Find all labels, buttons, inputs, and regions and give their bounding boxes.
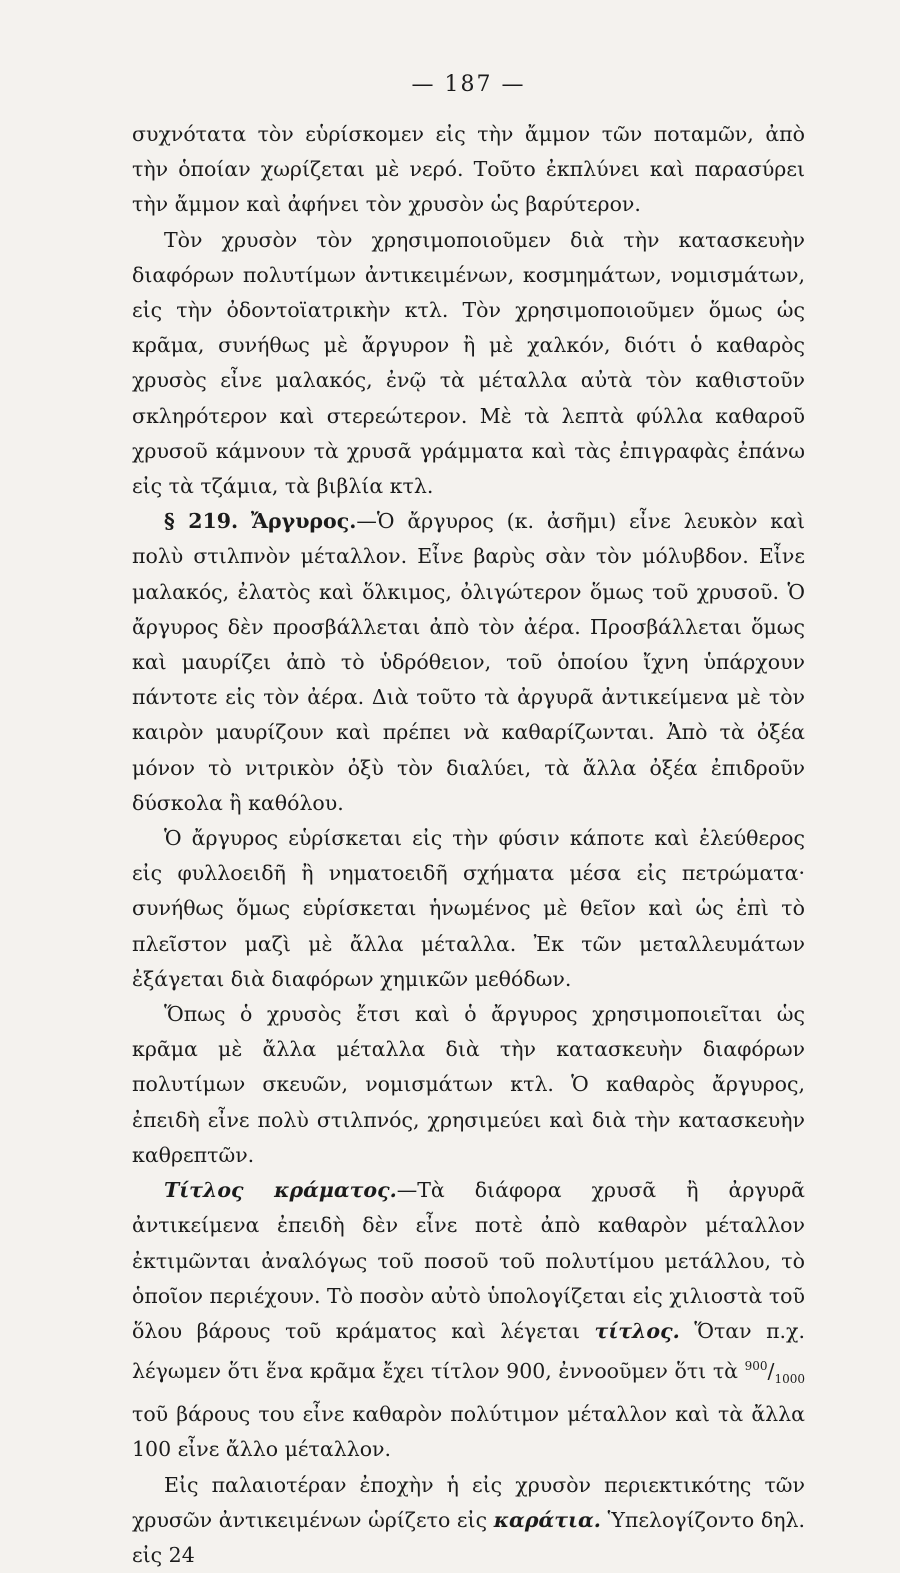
- paragraph-6: Τίτλος κράματος.—Τὰ διάφορα χρυσᾶ ἢ ἀργυρᾶ ἀντικείμενα ἐπειδὴ δὲν εἶνε ποτὲ ἀπὸ καθαρὸν μέταλλον ἐκτιμῶνται ἀναλόγως τοῦ ποσοῦ τοῦ πολυτίμου μετάλλου, τὸ ὁποῖον περιέχουν. Τὸ ποσὸν αὐτὸ ὑπολογίζεται εἰς χιλιοστὰ τοῦ ὅλου βάρους τοῦ κράματος καὶ λέγεται τίτλος. Ὅταν π.χ. λέγωμεν ὅτι ἕνα κρᾶμα ἔχει τίτλον 900, ἐννοοῦμεν ὅτι τὰ $^{900}/_{1000}$ τοῦ βάρους του εἶνε καθαρὸν πολύτιμον μέταλλον καὶ τὰ ἄλλα 100 εἶνε ἄλλο μέταλλον.: [132, 1178, 805, 1462]
- paragraph-1: συχνότατα τὸν εὑρίσκομεν εἰς τὴν ἄμμον τῶν ποταμῶν, ἀπὸ τὴν ὁποίαν χωρίζεται μὲ νερό. Τοῦτο ἐκπλύνει καὶ παρασύρει τὴν ἄμμον καὶ ἀφήνει τὸν χρυσὸν ὡς βαρύτερον.: [132, 122, 805, 217]
- term-karatia: καράτια.: [493, 1507, 601, 1532]
- paragraph-7: [132, 1468, 805, 1573]
- paragraph-3: [132, 504, 805, 821]
- paragraph-5: Ὅπως ὁ χρυσὸς ἔτσι καὶ ὁ ἄργυρος χρησιμοποιεῖται ὡς κρᾶμα μὲ ἄλλα μέταλλα διὰ τὴν κατασκευὴν διαφόρων πολυτίμων σκευῶν, νομισμάτων κτλ. Ὁ καθαρὸς ἄργυρος, ἐπειδὴ εἶνε πολὺ στιλπνός, χρησιμεύει καὶ διὰ τὴν κατασκευὴν καθρεπτῶν.: [132, 1002, 805, 1167]
- paragraph-2: Τὸν χρυσὸν τὸν χρησιμοποιοῦμεν διὰ τὴν κατασκευὴν διαφόρων πολυτίμων ἀντικειμένων, κοσμημάτων, νομισμάτων, εἰς τὴν ὀδοντοϊατρικὴν κτλ. Τὸν χρησιμοποιοῦμεν ὅμως ὡς κρᾶμα, συνήθως μὲ ἄργυρον ἢ μὲ χαλκόν, διότι ὁ καθαρὸς χρυσὸς εἶνε μαλακός, ἐνῷ τὰ μέταλλα αὐτὰ τὸν καθιστοῦν σκληρότερον καὶ στερεώτερον. Μὲ τὰ λεπτὰ φύλλα καθαροῦ χρυσοῦ κάμνουν τὰ χρυσᾶ γράμματα καὶ τὰς ἐπιγραφὰς ἐπάνω εἰς τὰ τζάμια, τὰ βιβλία κτλ.: [132, 227, 805, 499]
- body-text: [132, 117, 805, 1573]
- paragraph-6-text-c: τοῦ βάρους του εἶνε καθαρὸν πολύτιμον μέταλλον καὶ τὰ ἄλλα 100 εἶνε ἄλλο μέταλλον.: [132, 1402, 805, 1462]
- fraction-numerator: 900: [744, 1359, 768, 1374]
- section-heading-argyros: Ἄργυρος.: [250, 509, 357, 534]
- page-number: — 187 —: [411, 72, 526, 97]
- paragraph-6-text-a: —Τὰ διάφορα χρυσᾶ ἢ ἀργυρᾶ ἀντικείμενα ἐπειδὴ δὲν εἶνε ποτὲ ἀπὸ καθαρὸν μέταλλον ἐκτιμῶνται ἀναλόγως τοῦ ποσοῦ τοῦ πολυτίμου μετάλλου, τὸ ὁποῖον περιέχουν. Τὸ ποσὸν αὐτὸ ὑπολογίζεται εἰς χιλιοστὰ τοῦ ὅλου βάρους τοῦ κράματος καὶ λέγεται: [132, 1178, 805, 1343]
- paragraph-7-text-b: Ὑπελογίζοντο δηλ. εἰς 24: [132, 1507, 805, 1568]
- paragraph-3-text: —Ὁ ἄργυρος (κ. ἀσῆμι) εἶνε λευκὸν καὶ πολὺ στιλπνὸν μέταλλον. Εἶνε βαρὺς σὰν τὸν μόλυβδον. Εἶνε μαλακός, ἐλατὸς καὶ ὅλκιμος, ὀλιγώτερον ὅμως τοῦ χρυσοῦ. Ὁ ἄργυρος δὲν προσβάλλεται ἀπὸ τὸν ἀέρα. Προσβάλλεται ὅμως καὶ μαυρίζει ἀπὸ τὸ ὑδρόθειον, τοῦ ὁποίου ἴχνη ὑπάρχουν πάντοτε εἰς τὸν ἀέρα. Διὰ τοῦτο τὰ ἀργυρᾶ ἀντικείμενα μὲ τὸν καιρὸν μαυρίζουν καὶ πρέπει νὰ καθαρίζωνται. Ἀπὸ τὰ ὀξέα μόνον τὸ νιτρικὸν ὀξὺ τὸν διαλύει, τὰ ἄλλα ὀξέα ἐπιδροῦν δύσκολα ἢ καθόλου.: [132, 509, 805, 815]
- paragraph-7-text-a: Εἰς παλαιοτέραν ἐποχὴν ἡ εἰς χρυσὸν περιεκτικότης τῶν χρυσῶν ἀντικειμένων ὡρίζετο εἰς: [132, 1472, 805, 1532]
- subheading-titlos-kramatos: Τίτλος κράματος.: [164, 1178, 397, 1203]
- fraction-denominator: 1000: [774, 1372, 805, 1387]
- section-number: § 219.: [164, 509, 239, 534]
- paragraph-4: Ὁ ἄργυρος εὑρίσκεται εἰς τὴν φύσιν κάποτε καὶ ἐλεύθερος εἰς φυλλοειδῆ ἢ νηματοειδῆ σχήματα μέσα εἰς πετρώματα· συνήθως ὅμως εὑρίσκεται ἡνωμένος μὲ θεῖον καὶ ὡς ἐπὶ τὸ πλεῖστον μαζὶ μὲ ἄλλα μέταλλα. Ἐκ τῶν μεταλλευμάτων ἐξάγεται διὰ διαφόρων χημικῶν μεθόδων.: [132, 826, 805, 991]
- term-titlos: τίτλος.: [594, 1318, 680, 1343]
- paragraph-6-text-b: Ὅταν π.χ. λέγωμεν ὅτι ἕνα κρᾶμα ἔχει τίτλον 900, ἐννοοῦμεν ὅτι τὰ: [132, 1318, 805, 1383]
